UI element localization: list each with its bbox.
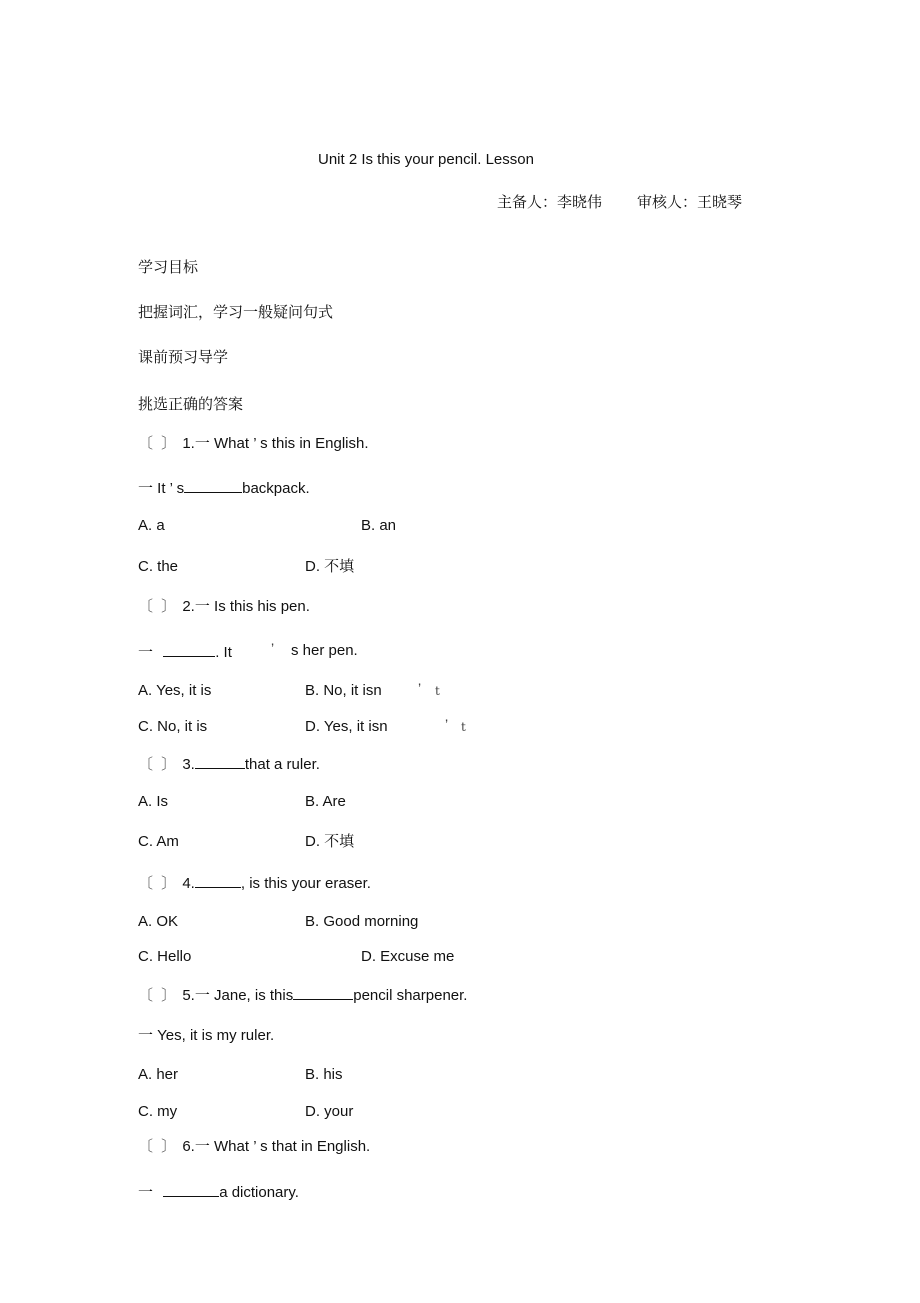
question-2-reply <box>138 642 232 662</box>
answer-bracket[interactable]: 〔 〕 <box>138 875 179 892</box>
question-stem: 4. <box>182 875 195 892</box>
question-4 <box>138 873 371 893</box>
option-b-suffix: t <box>435 684 440 698</box>
goals-text: 把握词汇，学习一般疑问句式 <box>138 303 334 321</box>
question-stem: , is this your eraser. <box>240 875 371 892</box>
answer-bracket[interactable]: 〔 〕 <box>138 1138 179 1155</box>
option-d[interactable]: D. 不填 <box>305 833 355 850</box>
question-5 <box>138 985 467 1005</box>
answer-blank[interactable] <box>163 1182 219 1197</box>
question-stem: 1.一 What ’ s this in English. <box>182 435 369 452</box>
question-stem: 3. <box>182 756 195 773</box>
question-stem: pencil sharpener. <box>353 987 468 1004</box>
question-1 <box>138 435 369 453</box>
option-a[interactable]: A. her <box>138 1066 179 1083</box>
reply-text: s her pen. <box>291 642 358 659</box>
question-stem: 2.一 Is this his pen. <box>182 598 310 615</box>
option-a[interactable]: A. Is <box>138 793 169 810</box>
reply-text: 一 <box>138 644 154 661</box>
option-b[interactable]: B. Are <box>305 793 346 810</box>
question-stem: 5.一 Jane, is this <box>182 987 294 1004</box>
option-d[interactable]: D. 不填 <box>305 558 355 575</box>
answer-blank[interactable] <box>163 642 215 657</box>
option-b[interactable]: B. Good morning <box>305 913 419 930</box>
question-stem: 6.一 What ’ s that in English. <box>182 1138 371 1155</box>
option-c[interactable]: C. Am <box>138 833 179 850</box>
option-d-suffix: t <box>461 720 466 734</box>
question-5-reply: 一 Yes, it is my ruler. <box>138 1027 275 1044</box>
option-c[interactable]: C. the <box>138 558 179 575</box>
preparer-label: 主备人：李晓伟 <box>497 193 603 211</box>
reply-text: 一 <box>138 1184 154 1201</box>
apostrophe-mark: ’ <box>271 640 275 656</box>
question-1-reply <box>138 478 310 498</box>
page-title: Unit 2 Is this your pencil. Lesson <box>318 151 534 168</box>
goals-heading: 学习目标 <box>138 258 199 276</box>
question-3 <box>138 754 320 774</box>
question-2 <box>138 598 310 616</box>
option-d[interactable]: D. Yes, it isn <box>305 718 388 735</box>
answer-bracket[interactable]: 〔 〕 <box>138 756 179 773</box>
apostrophe-mark: ’ <box>445 716 449 732</box>
answer-blank[interactable] <box>293 985 353 1000</box>
option-b[interactable]: B. an <box>361 517 397 534</box>
question-6-reply <box>138 1182 299 1202</box>
option-b[interactable]: B. his <box>305 1066 343 1083</box>
option-c[interactable]: C. No, it is <box>138 718 208 735</box>
option-a[interactable]: A. a <box>138 517 165 534</box>
answer-bracket[interactable]: 〔 〕 <box>138 435 179 452</box>
reply-text: a dictionary. <box>219 1184 299 1201</box>
option-a[interactable]: A. OK <box>138 913 179 930</box>
instruction-text: 挑选正确的答案 <box>138 395 244 413</box>
option-c[interactable]: C. my <box>138 1103 178 1120</box>
preview-heading: 课前预习导学 <box>138 348 229 366</box>
answer-blank[interactable] <box>184 478 242 493</box>
answer-bracket[interactable]: 〔 〕 <box>138 598 179 615</box>
reviewer-label: 审核人：王晓琴 <box>637 193 743 211</box>
question-stem: that a ruler. <box>244 756 320 773</box>
answer-blank[interactable] <box>195 754 245 769</box>
option-d[interactable]: D. Excuse me <box>361 948 455 965</box>
answer-bracket[interactable]: 〔 〕 <box>138 987 179 1004</box>
answer-blank[interactable] <box>195 873 241 888</box>
option-d[interactable]: D. your <box>305 1103 354 1120</box>
reply-text: 一 It ’ s <box>138 480 185 497</box>
reply-text: . It <box>215 644 232 661</box>
reply-text: backpack. <box>242 480 310 497</box>
question-6 <box>138 1138 370 1156</box>
option-b[interactable]: B. No, it isn <box>305 682 382 699</box>
option-a[interactable]: A. Yes, it is <box>138 682 212 699</box>
apostrophe-mark: ’ <box>418 680 422 696</box>
option-c[interactable]: C. Hello <box>138 948 192 965</box>
